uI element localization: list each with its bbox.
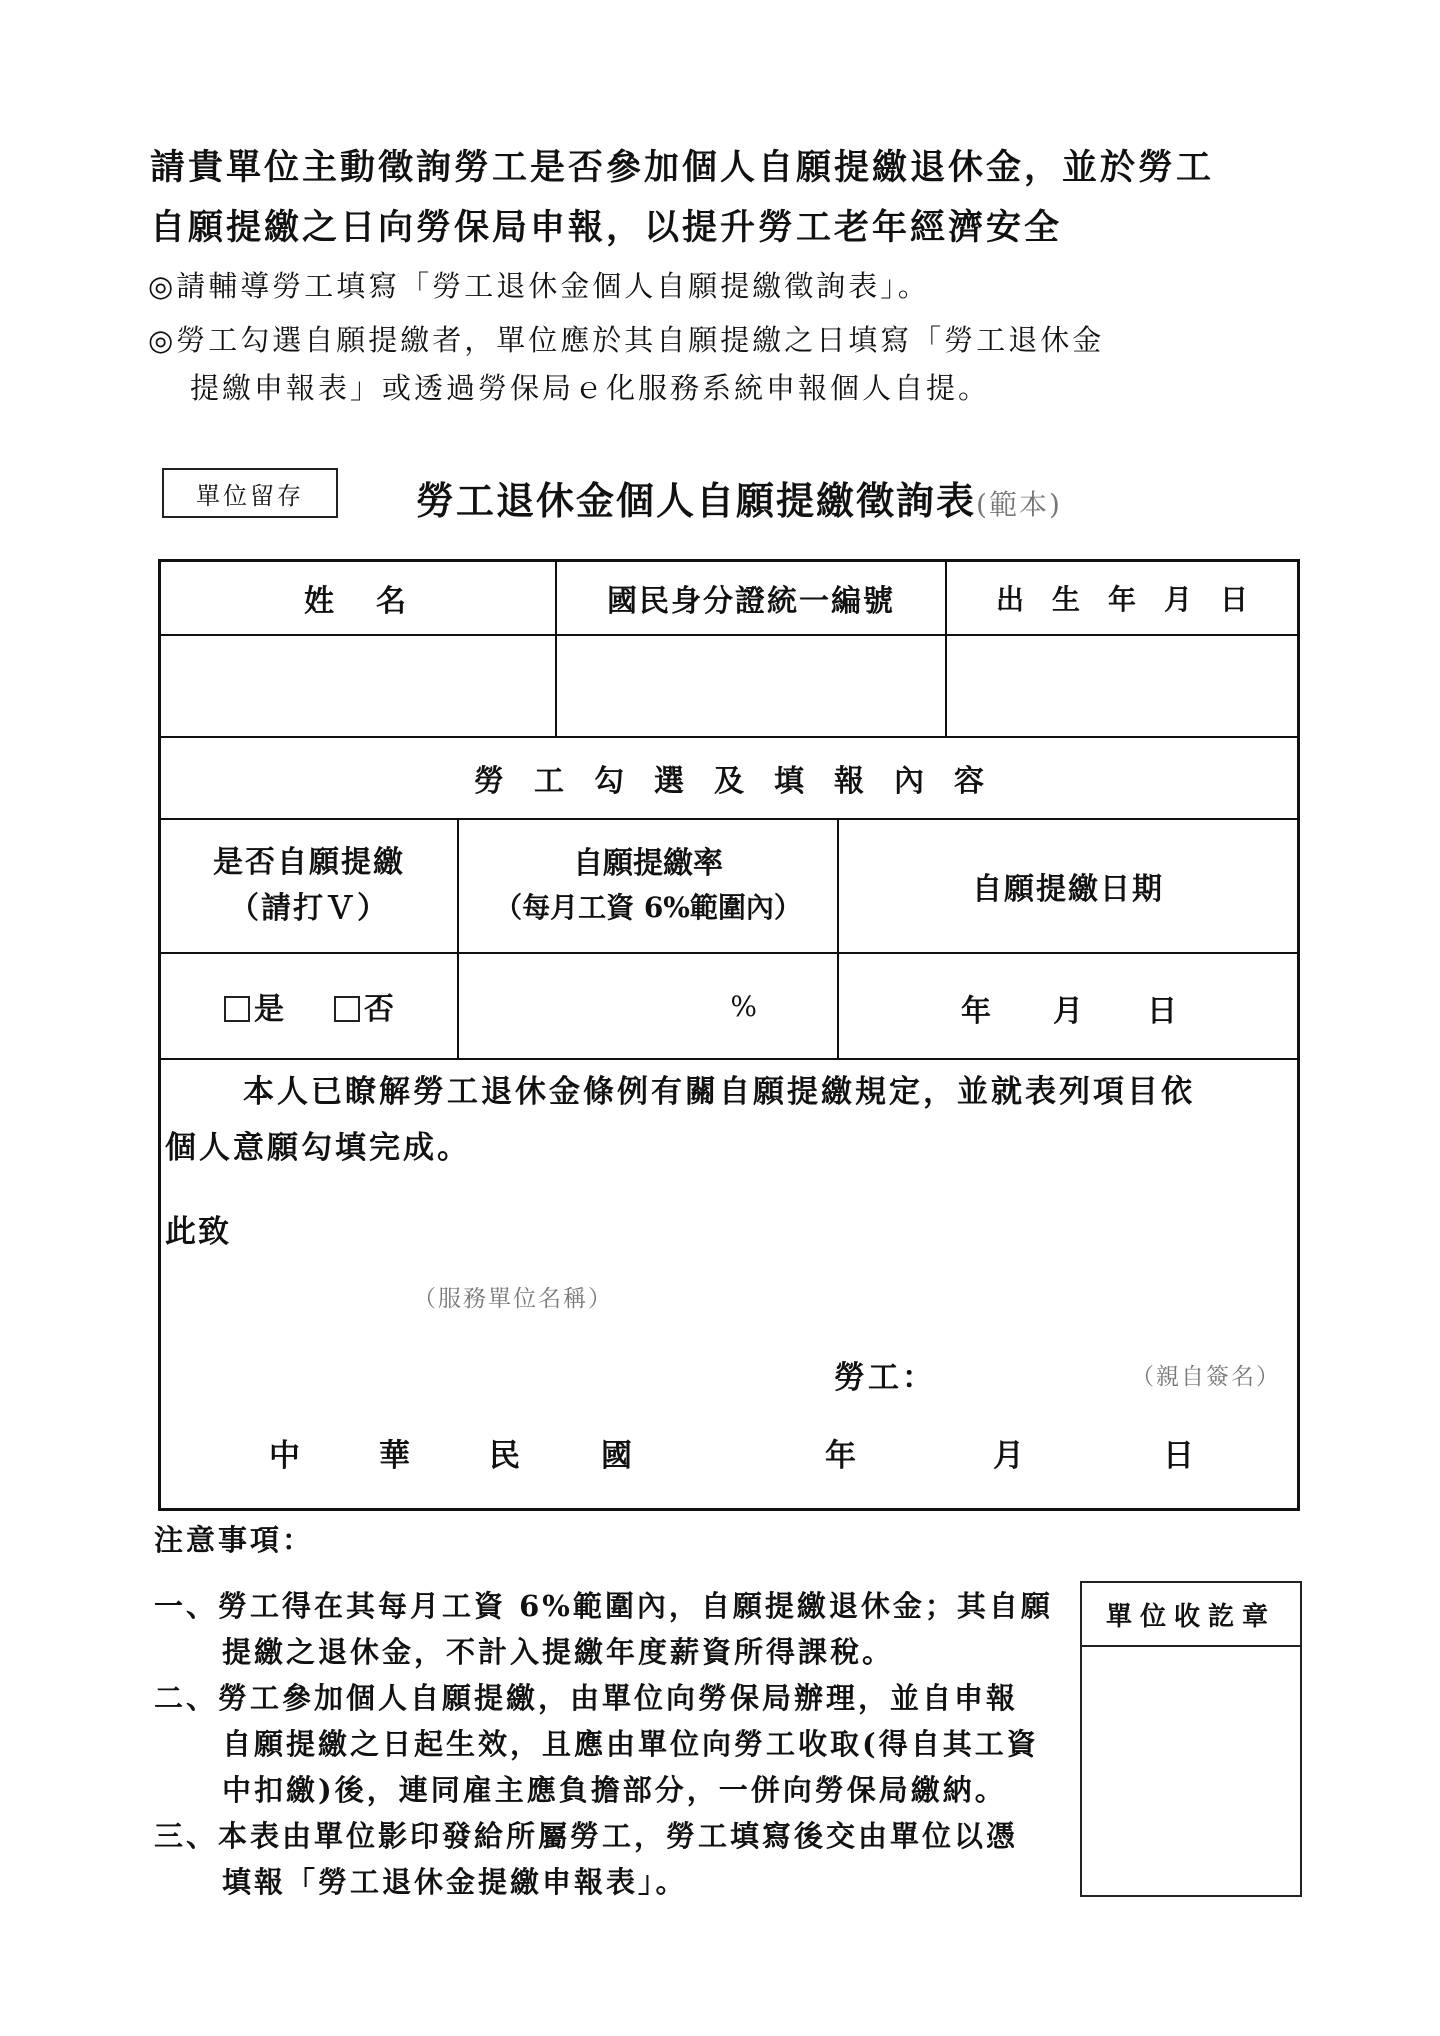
signature-hint: （親自簽名）: [1131, 1364, 1281, 1390]
date-year-label: 年: [961, 994, 991, 1029]
col-date-header: 自願提繳日期: [972, 872, 1164, 907]
statement-line-2: 個人意願勾填完成。: [165, 1130, 471, 1166]
date-input[interactable]: [839, 954, 1297, 1058]
notice-item-1b: 提繳之退休金，不計入提繳年度薪資所得課稅。: [222, 1635, 895, 1669]
salutation: 此致: [165, 1214, 231, 1250]
notice-item-2b: 自願提繳之日起生效，且應由單位向勞工收取(得自其工資: [222, 1727, 1039, 1761]
date-day-label: 日: [1147, 994, 1177, 1029]
notice-item-3a: 三、本表由單位影印發給所屬勞工，勞工填寫後交由單位以憑: [154, 1819, 1019, 1853]
section-title: 勞 工 勾 選 及 填 報 內 容: [474, 764, 984, 799]
col-rate-hint: （每月工資 6%範圍內）: [494, 891, 802, 924]
intro-note-2b: 提繳申報表」或透過勞保局ｅ化服務系統申報個人自提。: [190, 371, 991, 405]
birth-date-input[interactable]: [947, 636, 1297, 736]
intro-line-1: 請貴單位主動徵詢勞工是否參加個人自願提繳退休金，並於勞工: [150, 147, 1215, 188]
intro-note-2a: ◎勞工勾選自願提繳者，單位應於其自願提繳之日填寫「勞工退休金: [148, 323, 1105, 357]
id-number-input[interactable]: [557, 636, 945, 736]
rate-input[interactable]: [459, 954, 837, 1058]
statement-line-1: 本人已瞭解勞工退休金條例有關自願提繳規定，並就表列項目依: [243, 1074, 1195, 1110]
name-input[interactable]: [161, 636, 555, 736]
header-name: 姓 名: [304, 584, 412, 619]
header-id-number: 國民身分證統一編號: [607, 584, 895, 619]
footer-month-label: 月: [993, 1438, 1024, 1474]
voluntary-options: [161, 954, 457, 1058]
form-title-suffix: (範本): [976, 488, 1062, 521]
form-table: [158, 559, 1300, 1511]
option-no-label: 否: [364, 992, 394, 1027]
footer-day-label: 日: [1163, 1438, 1194, 1474]
roc-char-2: 華: [379, 1438, 410, 1474]
col-voluntary-hint: （請打Ｖ）: [229, 891, 389, 926]
form-title: [416, 470, 1062, 525]
notice-item-2a: 二、勞工參加個人自願提繳，由單位向勞保局辦理，並自申報: [154, 1681, 1019, 1715]
notice-item-3b: 填報「勞工退休金提繳申報表」。: [222, 1865, 688, 1899]
intro-line-2: 自願提繳之日向勞保局申報，以提升勞工老年經濟安全: [150, 207, 1063, 248]
option-no[interactable]: [334, 984, 394, 1028]
roc-char-4: 國: [601, 1438, 632, 1474]
date-month-label: 月: [1053, 994, 1083, 1029]
percent-sign: %: [730, 989, 757, 1023]
receipt-stamp-box: [1080, 1581, 1302, 1897]
notice-item-1a: 一、勞工得在其每月工資 6%範圍內，自願提繳退休金；其自願: [154, 1589, 1053, 1623]
notice-title: 注意事項：: [154, 1523, 315, 1557]
header-birth-date: 出 生 年 月 日: [995, 583, 1248, 616]
employer-name-hint: （服務單位名稱）: [413, 1286, 613, 1312]
col-rate-label: 自願提繳率: [573, 846, 723, 881]
retention-tag: 單位留存: [162, 468, 338, 518]
option-yes-label: 是: [254, 992, 284, 1027]
roc-char-1: 中: [269, 1438, 300, 1474]
col-voluntary-header: [161, 820, 457, 952]
intro-note-1: ◎請輔導勞工填寫「勞工退休金個人自願提繳徵詢表」。: [148, 269, 930, 303]
col-voluntary-label: 是否自願提繳: [213, 845, 405, 880]
receipt-stamp-label: 單位收訖章: [1082, 1583, 1300, 1647]
form-title-main: 勞工退休金個人自願提繳徵詢表: [416, 478, 977, 523]
worker-signature-label: 勞工：: [834, 1360, 936, 1396]
checkbox-yes[interactable]: [224, 996, 250, 1022]
option-yes[interactable]: [224, 984, 284, 1028]
col-rate-header: [459, 820, 837, 952]
notice-item-2c: 中扣繳)後，連同雇主應負擔部分，一併向勞保局繳納。: [222, 1773, 1007, 1807]
roc-char-3: 民: [489, 1438, 520, 1474]
footer-year-label: 年: [825, 1438, 856, 1474]
checkbox-no[interactable]: [334, 996, 360, 1022]
